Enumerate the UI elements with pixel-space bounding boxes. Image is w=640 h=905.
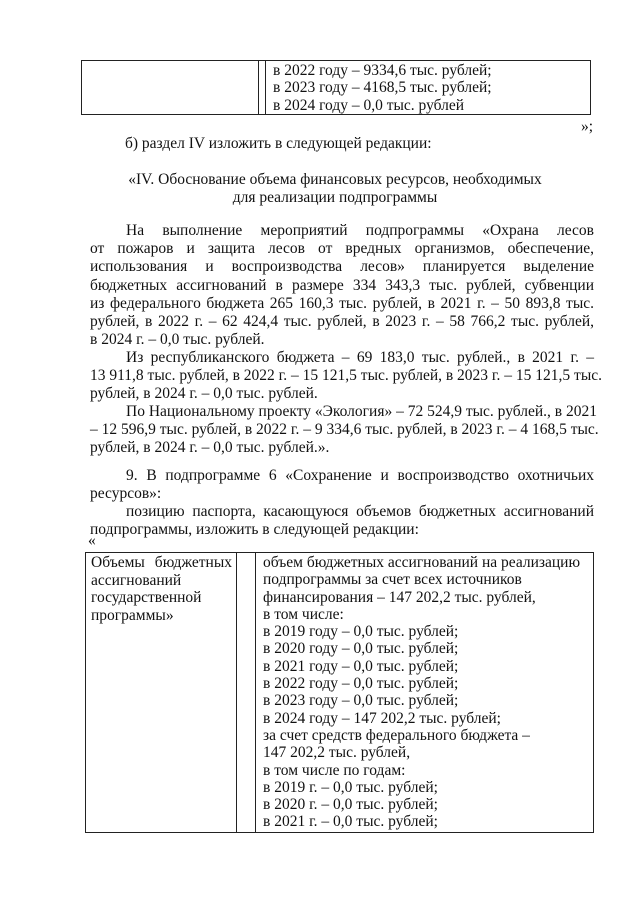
table-left-line: ассигнований (91, 571, 182, 589)
table-row: в 2019 г. – 0,0 тыс. рублей; (263, 778, 438, 796)
bottom-table-right-cell (256, 553, 594, 833)
paragraph-line: По Национальному проекту «Экология» – 72 524,9 тыс. рублей., в 2021 (126, 403, 597, 420)
bottom-table-left-cell (86, 553, 237, 833)
section-title-line1: «IV. Обоснование объема финансовых ресурсов, необходимых (128, 171, 542, 188)
table-row: в 2024 году – 0,0 тыс. рублей (273, 96, 465, 114)
table-row: подпрограммы за счет всех источников (263, 571, 522, 589)
paragraph-line: рублей, в 2024 г. – 0,0 тыс. рублей.». (90, 439, 330, 457)
table-row: в 2023 году – 0,0 тыс. рублей; (263, 692, 459, 710)
section-title-line2: для реализации подпрограммы (232, 189, 438, 206)
paragraph-line: подпрограммы, изложить в следующей редакции: (90, 521, 419, 539)
paragraph-line: позицию паспорта, касающуюся объемов бюджетных ассигнований (126, 503, 594, 520)
table-row: в 2021 году – 0,0 тыс. рублей; (263, 657, 459, 675)
paragraph-line: в 2024 г. – 0,0 тыс. рублей. (90, 331, 265, 349)
table-row: за счет средств федерального бюджета – (263, 726, 530, 744)
paragraph-line: Из республиканского бюджета – 69 183,0 тыс. рублей., в 2021 г. – (126, 349, 594, 366)
table-row: в 2019 году – 0,0 тыс. рублей; (263, 623, 459, 641)
paragraph-4 (90, 467, 594, 503)
table-row: объем бюджетных ассигнований на реализацию (263, 554, 581, 571)
bottom-table (85, 552, 594, 833)
paragraph-line: 13 911,8 тыс. рублей, в 2022 г. – 15 121,5 тыс. рублей, в 2023 г. – 15 121,5 тыс. (90, 367, 602, 385)
bottom-table-spacer-cell (237, 553, 256, 833)
top-table-right-cell (266, 61, 591, 115)
section-title (80, 171, 590, 207)
paragraph-3 (90, 403, 599, 458)
top-table-left-cell (82, 61, 259, 115)
paragraph-line: рублей, в 2022 г. – 62 424,4 тыс. рублей, в 2023 г. – 58 766,2 тыс. рублей, (90, 313, 594, 331)
table-row: в 2024 году – 147 202,2 тыс. рублей; (263, 709, 501, 727)
table-row: в 2020 году – 0,0 тыс. рублей; (263, 640, 459, 658)
table-row: в том числе по годам: (263, 761, 406, 779)
open-quote: « (88, 532, 96, 549)
table-row: в 2020 г. – 0,0 тыс. рублей; (263, 796, 438, 814)
paragraph-line: ресурсов»: (90, 485, 162, 503)
paragraph-2 (90, 349, 602, 404)
top-table-spacer-cell (259, 61, 266, 115)
table-row: в 2021 г. – 0,0 тыс. рублей; (263, 813, 438, 831)
table-left-line: государственной (91, 589, 202, 606)
paragraph-line: бюджетных ассигнований в размере 334 343,3 тыс. рублей, субвенции (90, 276, 594, 294)
table-row: 147 202,2 тыс. рублей, (263, 744, 411, 762)
table-left-line: Объемы бюджетных (91, 554, 232, 571)
paragraph-5 (90, 503, 594, 539)
closing-quote: »; (581, 118, 594, 135)
paragraph-line: 9. В подпрограмме 6 «Сохранение и воспроизводство охотничьих (126, 467, 594, 484)
table-row: в 2022 году – 0,0 тыс. рублей; (263, 675, 459, 693)
paragraph-line: – 12 596,9 тыс. рублей, в 2022 г. – 9 334,6 тыс. рублей, в 2023 г. – 4 168,5 тыс. (90, 421, 599, 439)
table-row: финансирования – 147 202,2 тыс. рублей, (263, 588, 536, 606)
paragraph-line: использования и воспроизводства лесов» планируется выделение (90, 258, 594, 276)
table-row: в 2023 году – 4168,5 тыс. рублей; (273, 79, 492, 97)
item-b: б) раздел IV изложить в следующей редакции: (125, 135, 432, 152)
paragraph-line: от пожаров и защита лесов от вредных организмов, обеспечение, (90, 240, 594, 258)
paragraph-line: из федерального бюджета 265 160,3 тыс. рублей, в 2021 г. – 50 893,8 тыс. (90, 294, 594, 312)
table-row: в том числе: (263, 605, 344, 623)
table-left-line: программы» (91, 606, 174, 624)
table-row: в 2022 году – 9334,6 тыс. рублей; (273, 62, 492, 79)
paragraph-line: На выполнение мероприятий подпрограммы «Охрана лесов (126, 222, 594, 239)
top-table (81, 60, 591, 115)
paragraph-1 (90, 222, 594, 349)
paragraph-line: рублей, в 2024 г. – 0,0 тыс. рублей. (90, 385, 318, 403)
